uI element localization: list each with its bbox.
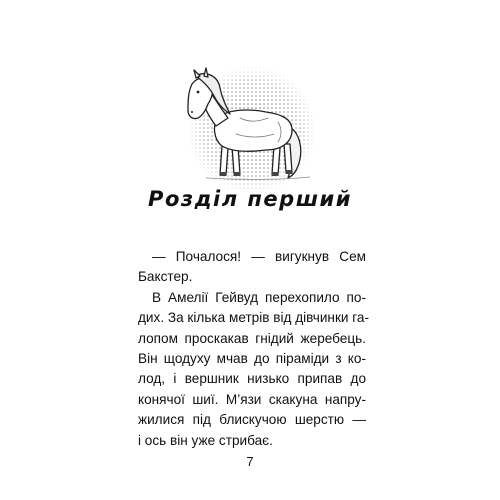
body-paragraphs — [138, 247, 370, 451]
text-line: дих. За кілька метрів від дівчинки га- — [138, 310, 370, 326]
text-line: лод, і вершник низько припав до — [138, 371, 366, 387]
page-number: 7 — [246, 454, 254, 469]
text-line: і ось він уже стрибає. — [138, 432, 273, 448]
pony-illustration — [170, 62, 335, 192]
text-line: Бакстер. — [138, 269, 193, 285]
chapter-title: Розділ перший — [148, 187, 352, 211]
text-line: Він щодуху мчав до піраміди з ко- — [138, 350, 366, 366]
text-line: В Амелії Гейвуд перехопило по- — [152, 289, 366, 305]
text-line: лопом проскакав гнідий жеребець. — [138, 330, 366, 346]
text-line: жилися під блискучою шерстю — — [138, 412, 366, 428]
text-line: — Почалося! — вигукнув Сем — [152, 249, 366, 264]
text-line: конячої шиї. М’язи скакуна напру- — [138, 391, 366, 407]
